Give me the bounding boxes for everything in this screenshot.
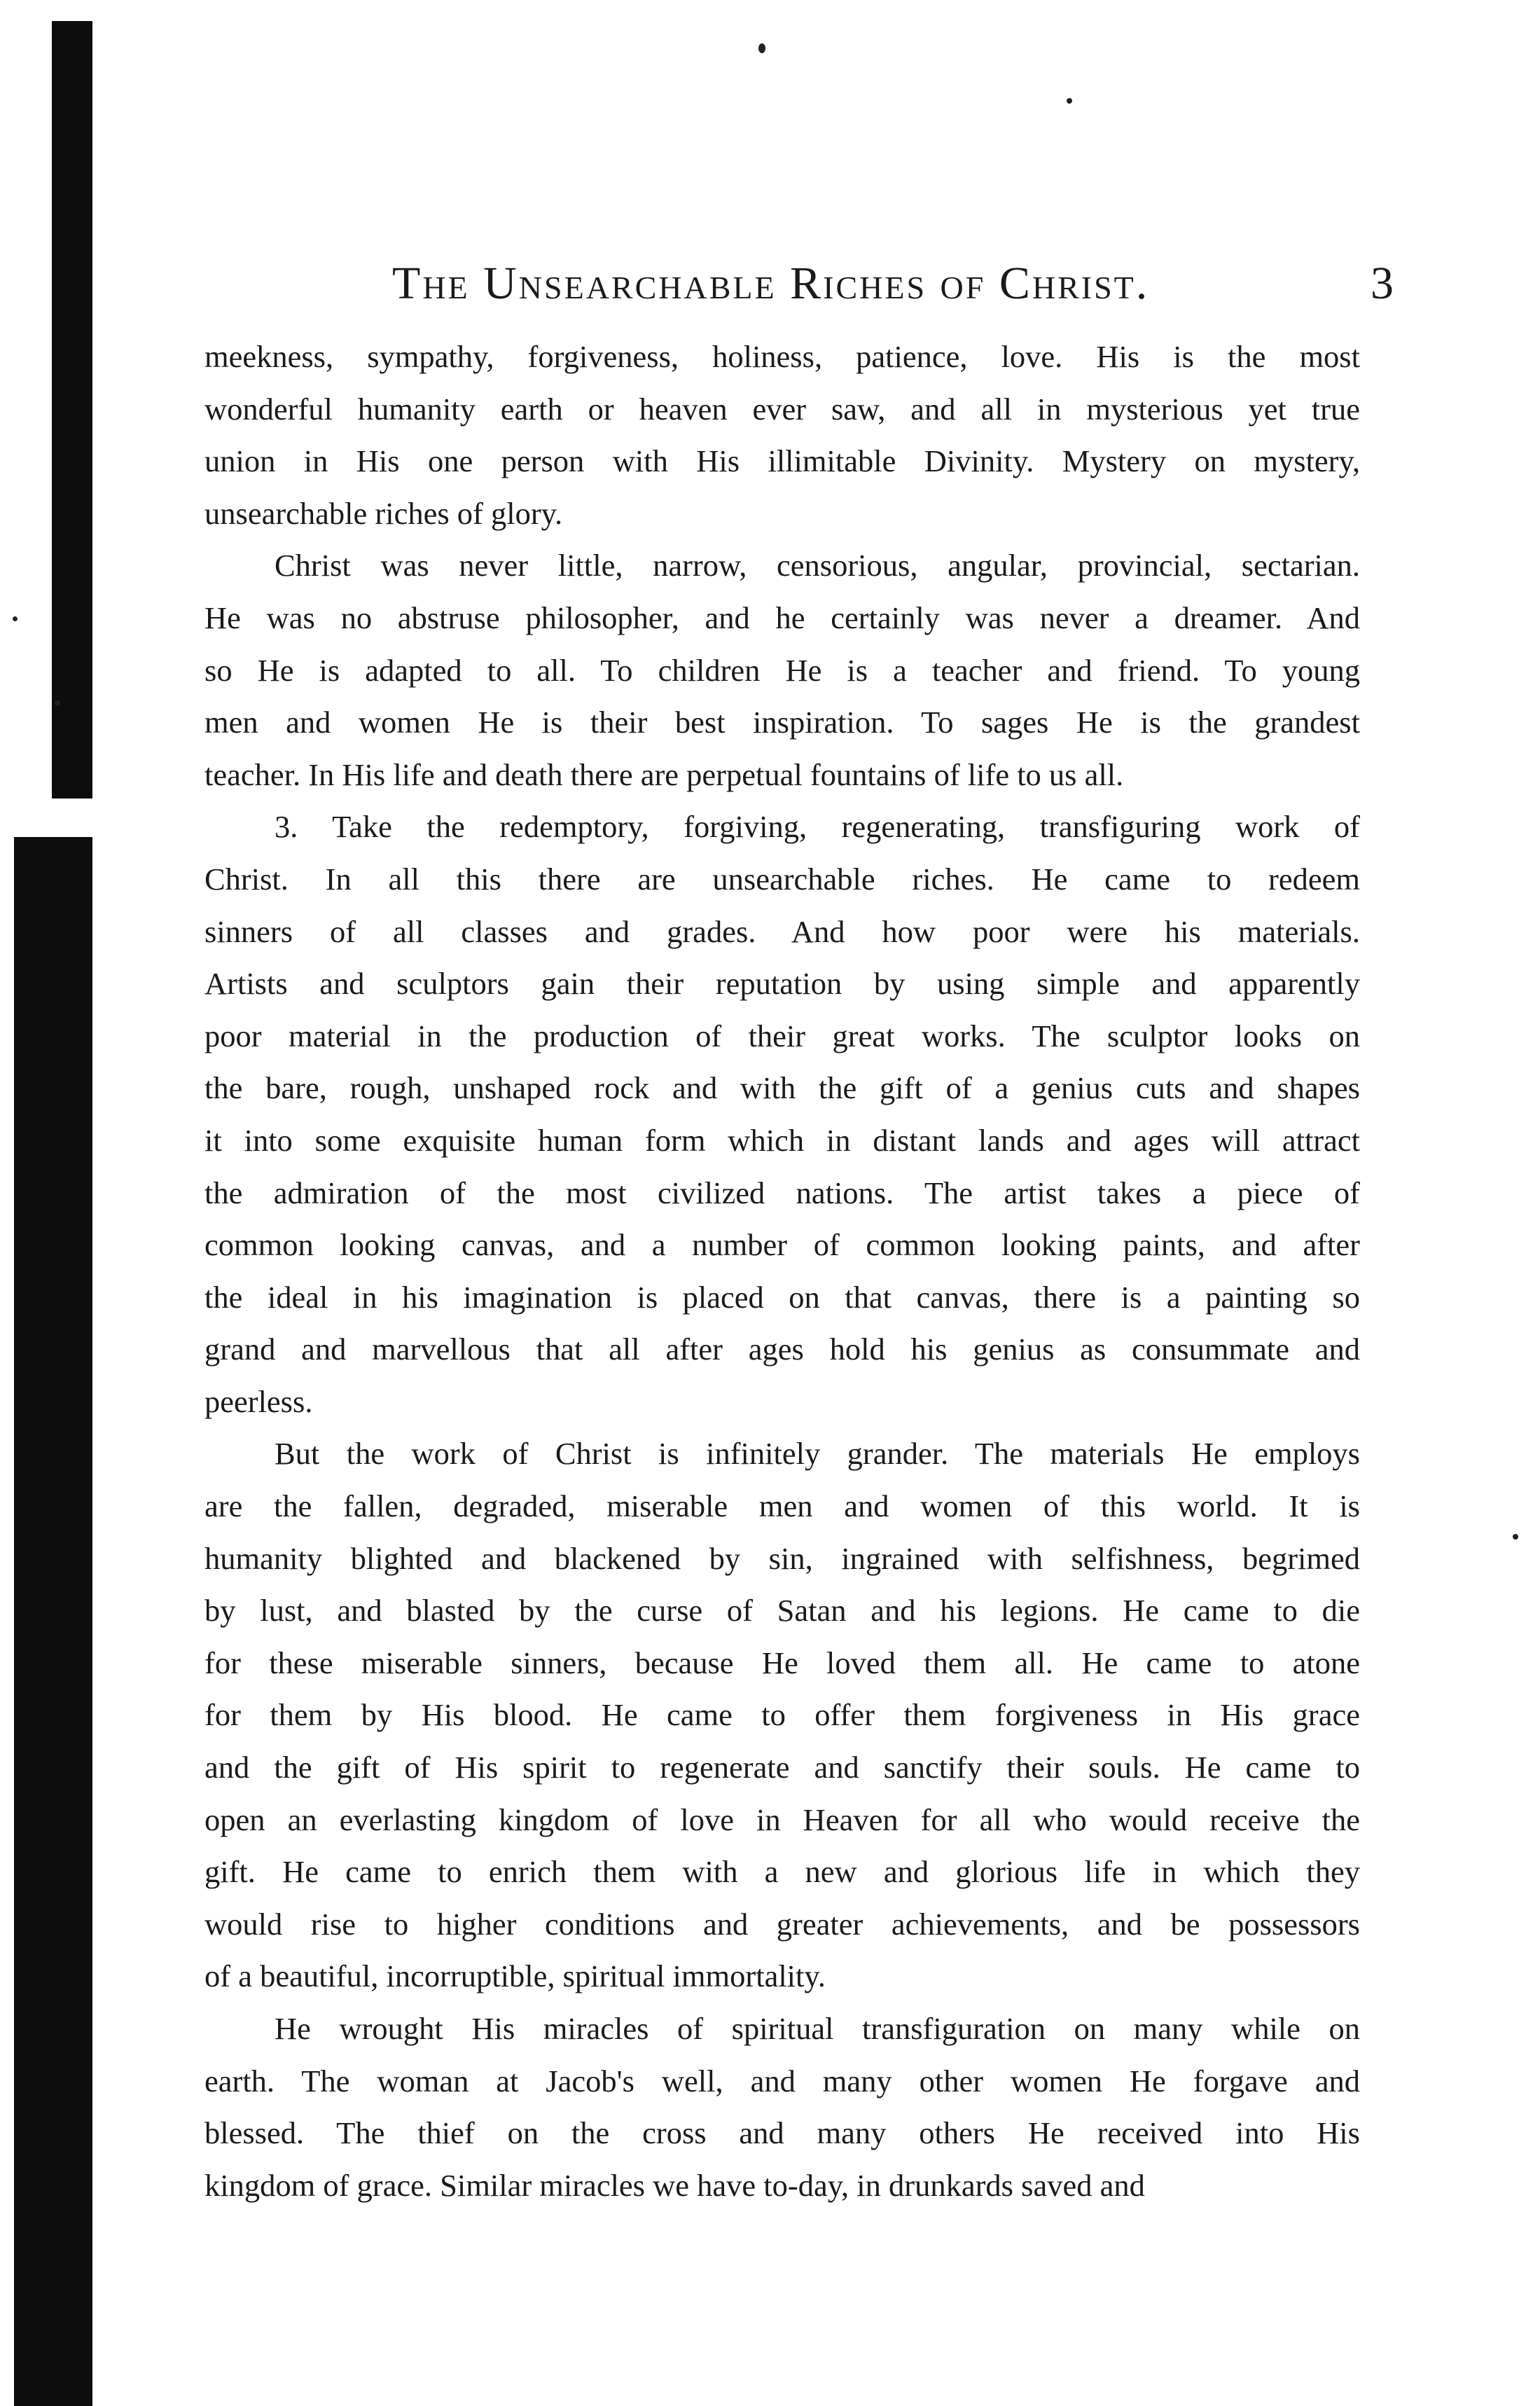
page-body: [204, 331, 1360, 2211]
text-line: teacher. In His life and death there are perpetual fountains of life to us all.: [204, 756, 1124, 792]
text-line: wonderful humanity earth or heaven ever saw, and all in mysterious yet true: [204, 391, 1360, 427]
text-line: gift. He came to enrich them with a new and glorious life in which they: [204, 1854, 1360, 1890]
page-number: 3: [1371, 258, 1394, 309]
text-line: it into some exquisite human form which in distant lands and ages will attract: [204, 1122, 1360, 1158]
running-head: [203, 252, 1394, 315]
scan-speck: [13, 616, 18, 621]
text-line: for them by His blood. He came to offer them forgiveness in His grace: [204, 1697, 1360, 1733]
text-line: the ideal in his imagination is placed on that canvas, there is a painting so: [204, 1279, 1360, 1315]
paragraph: [204, 331, 1360, 539]
text-line: sinners of all classes and grades. And how poor were his materials.: [204, 913, 1360, 949]
text-line: unsearchable riches of glory.: [204, 495, 563, 531]
scan-speck: [55, 700, 60, 706]
text-line: so He is adapted to all. To children He is a teacher and friend. To young: [204, 652, 1360, 688]
text-line: are the fallen, degraded, miserable men and women of this world. It is: [204, 1488, 1360, 1524]
text-line: and the gift of His spirit to regenerate and sanctify their souls. He came to: [204, 1750, 1360, 1785]
text-line: open an everlasting kingdom of love in Heaven for all who would receive the: [204, 1802, 1360, 1837]
text-line: Christ. In all this there are unsearchable riches. He came to redeem: [204, 861, 1360, 897]
text-line: union in His one person with His illimitable Divinity. Mystery on mystery,: [204, 443, 1360, 479]
text-line: would rise to higher conditions and greater achievements, and be possessors: [204, 1906, 1360, 1942]
text-line: humanity blighted and blackened by sin, ingrained with selfishness, begrimed: [204, 1540, 1360, 1576]
text-line: earth. The woman at Jacob's well, and many other women He forgave and: [204, 2063, 1360, 2099]
text-line: the bare, rough, unshaped rock and with the gift of a genius cuts and shapes: [204, 1070, 1360, 1106]
text-line: grand and marvellous that all after ages hold his genius as consummate and: [204, 1332, 1360, 1367]
text-line: of a beautiful, incorruptible, spiritual immortality.: [204, 1958, 826, 1994]
text-line: 3. Take the redemptory, forgiving, regenerating, transfiguring work of: [275, 809, 1360, 845]
text-line: He was no abstruse philosopher, and he certainly was never a dreamer. And: [204, 600, 1360, 635]
paragraph: [204, 801, 1360, 1427]
scan-binding-edge-bottom: [14, 837, 92, 2406]
paragraph: [204, 1427, 1360, 2003]
text-line: Artists and sculptors gain their reputation by using simple and apparently: [204, 966, 1360, 1002]
text-line: Christ was never little, narrow, censorious, angular, provincial, sectarian.: [275, 548, 1360, 583]
text-line: But the work of Christ is infinitely grander. The materials He employs: [275, 1436, 1360, 1472]
text-line: blessed. The thief on the cross and many others He received into His: [204, 2115, 1360, 2151]
text-line: meekness, sympathy, forgiveness, holiness, patience, love. His is the most: [204, 339, 1360, 374]
text-line: the admiration of the most civilized nations. The artist takes a piece of: [204, 1175, 1360, 1210]
text-line: peerless.: [204, 1383, 313, 1419]
paragraph: [204, 539, 1360, 801]
text-line: He wrought His miracles of spiritual transfiguration on many while on: [275, 2011, 1360, 2046]
text-line: kingdom of grace. Similar miracles we have to-day, in drunkards saved and: [204, 2167, 1145, 2203]
scan-speck: [758, 43, 765, 53]
text-line: by lust, and blasted by the curse of Satan and his legions. He came to die: [204, 1593, 1360, 1629]
text-line: men and women He is their best inspiration. To sages He is the grandest: [204, 705, 1360, 740]
text-line: common looking canvas, and a number of common looking paints, and after: [204, 1227, 1360, 1263]
scan-binding-edge-top: [52, 21, 92, 798]
scan-speck: [1067, 98, 1072, 104]
paragraph: [204, 2003, 1360, 2211]
text-line: poor material in the production of their great works. The sculptor looks on: [204, 1018, 1360, 1053]
running-title: The Unsearchable Riches of Christ.: [392, 258, 1150, 309]
scan-speck: [1513, 1534, 1518, 1540]
text-line: for these miserable sinners, because He loved them all. He came to atone: [204, 1645, 1360, 1680]
